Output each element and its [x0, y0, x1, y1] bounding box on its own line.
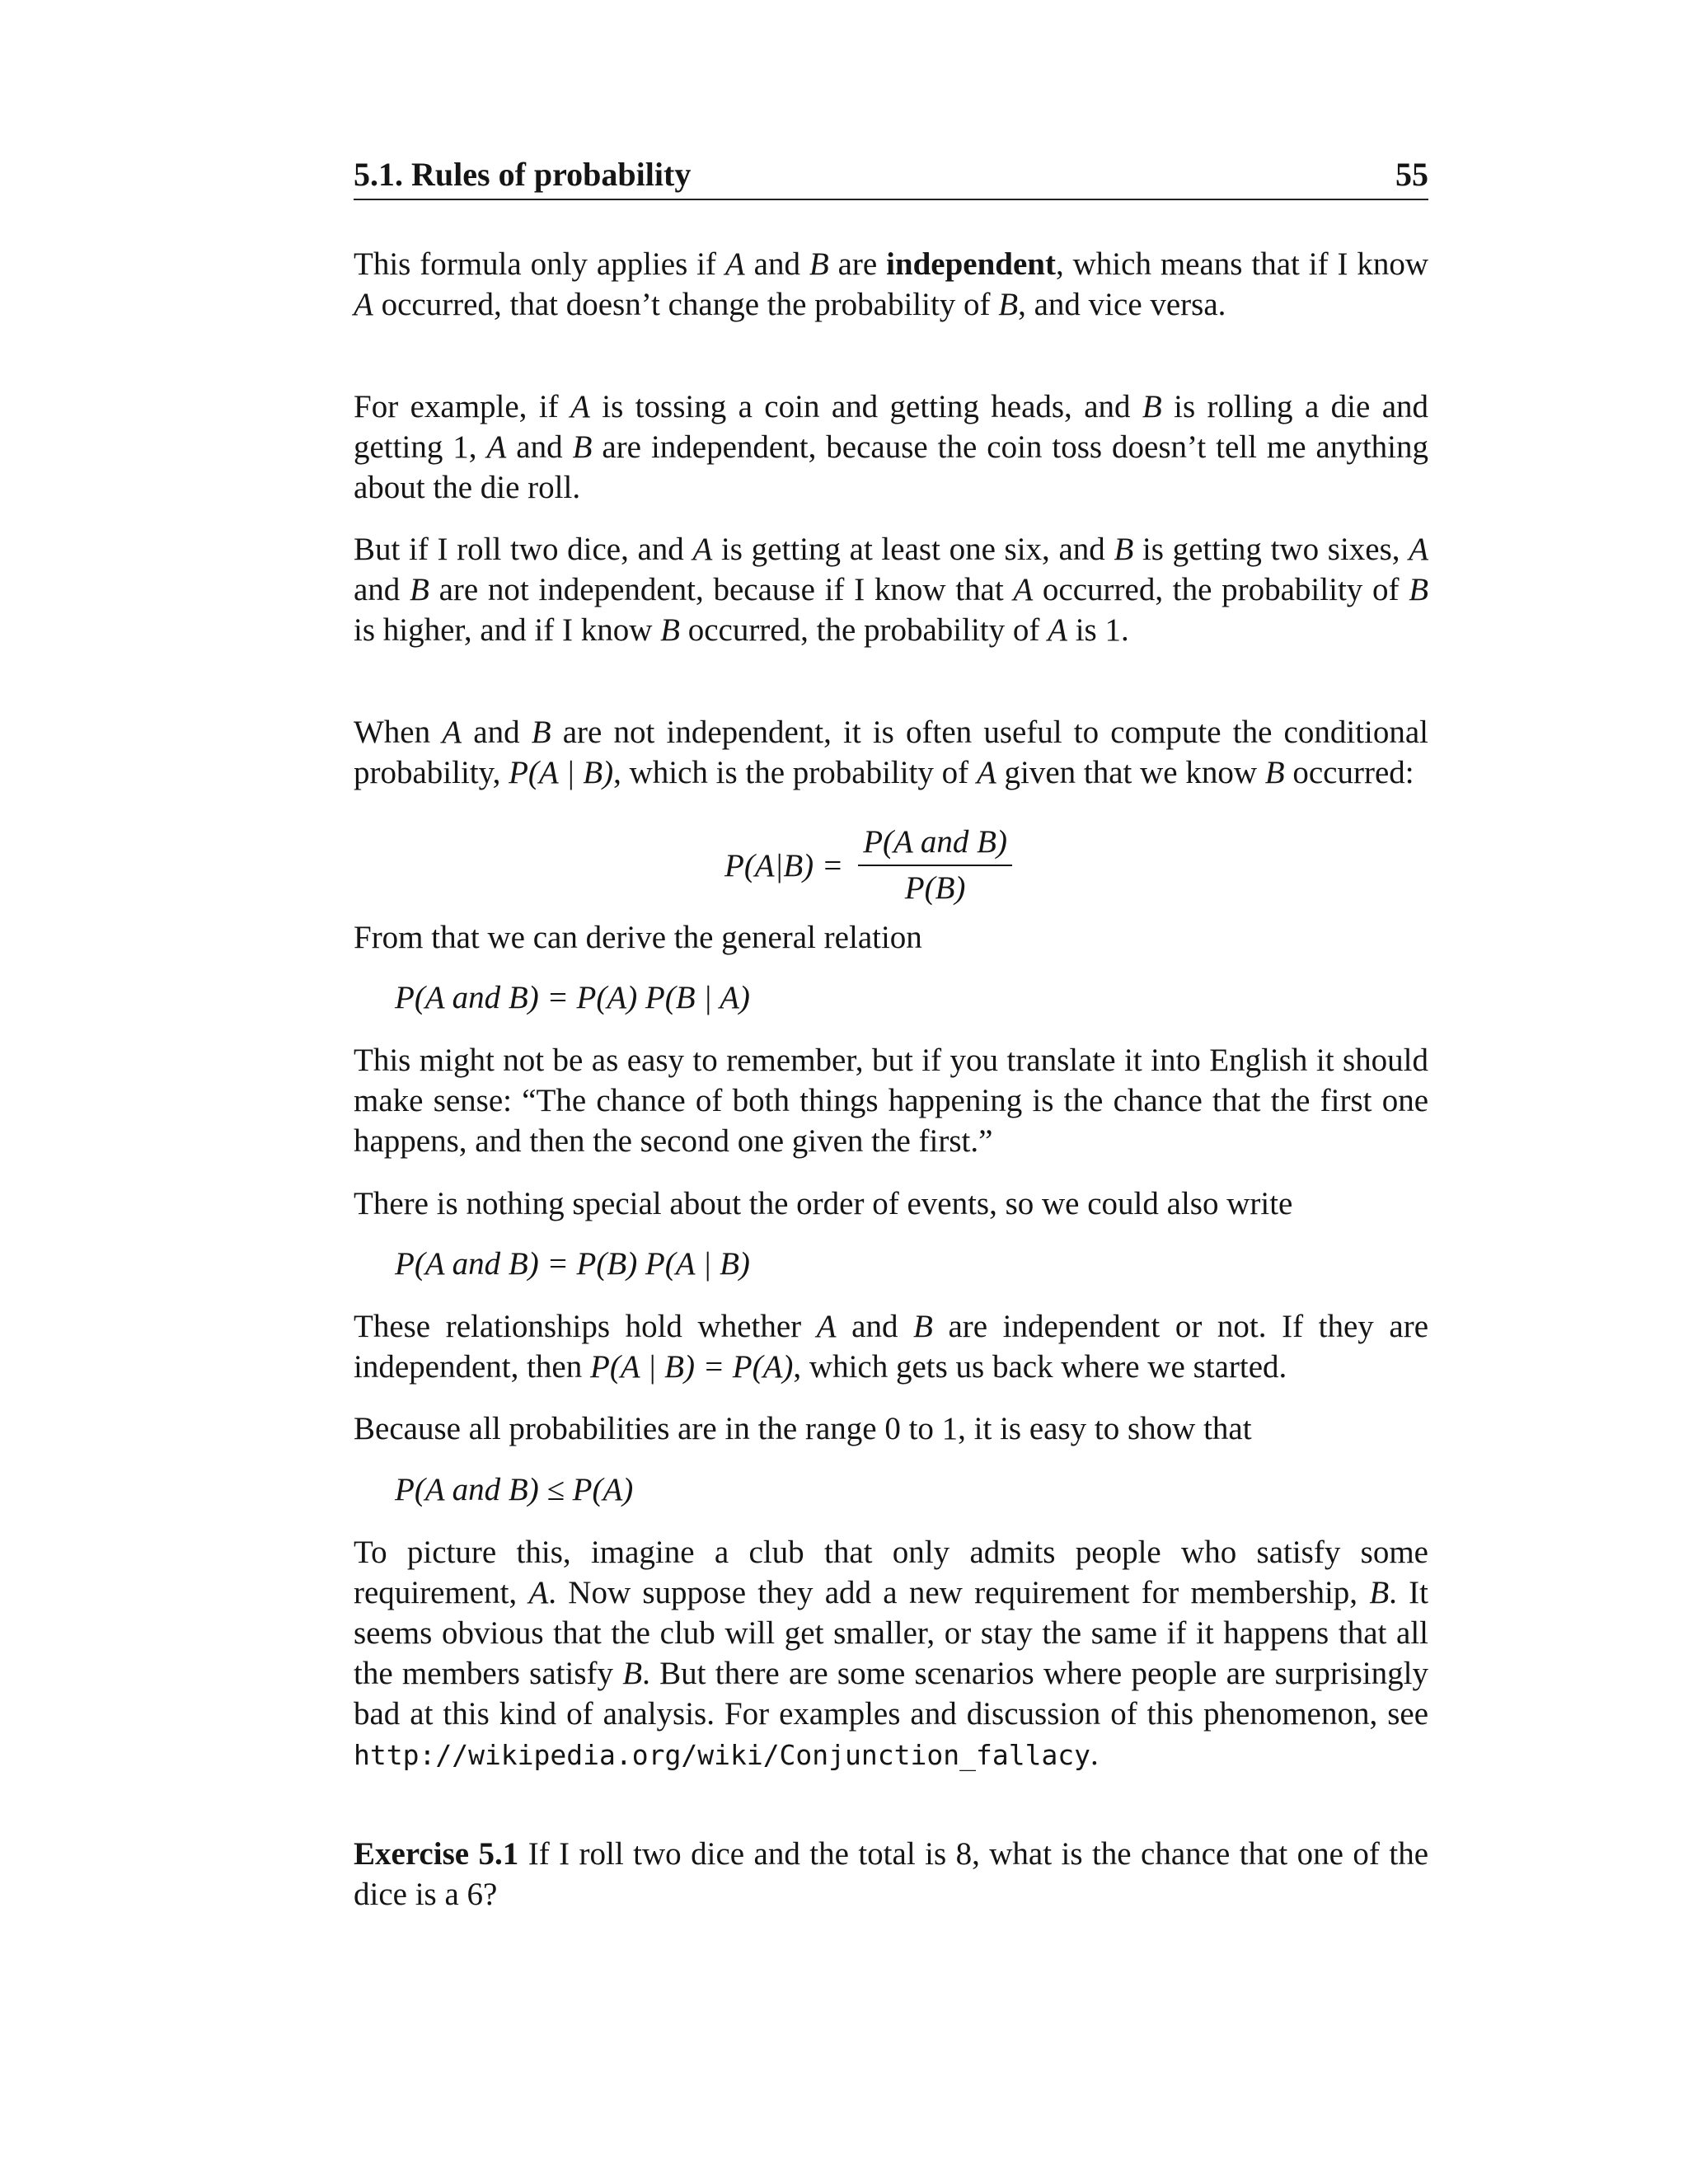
paragraph-club: To picture this, imagine a club that only admits people who satisfy some requirement, A. Now suppose they add a new requirement for membership, B. It seems obvious that the club will get smaller, or stay the same if it happens that all the members satisfy B. But there are some scenarios where people are surprisingly bad at this kind of analysis. For examples and discussion of this phenomenon, see http://wikipedia.org/wiki/Conjunction_fallacy. — [354, 1535, 1428, 1772]
fraction — [858, 823, 1012, 907]
conditional-probability-equation — [724, 820, 1012, 911]
paragraph-range: Because all probabilities are in the range 0 to 1, it is easy to show that — [354, 1411, 1252, 1446]
paragraph-relationships: These relationships hold whether A and B are independent or not. If they are independent, then P(A | B) = P(A), which gets us back where we started. — [354, 1309, 1428, 1385]
equation-inequality: P(A and B) ≤ P(A) — [395, 1472, 634, 1507]
paragraph-coin-example: For example, if A is tossing a coin and getting heads, and B is rolling a die and getting 1, A and B are independent, because the coin toss doesn’t tell me anything about the die roll. — [354, 389, 1429, 505]
running-header — [354, 155, 1428, 194]
paragraph-conditional: When A and B are not independent, it is often useful to compute the conditional probability, P(A | B), which is the probability of A given that we know B occurred: — [354, 715, 1429, 790]
paragraph-order: There is nothing special about the order of events, so we could also write — [354, 1186, 1293, 1221]
paragraph-english: This might not be as easy to remember, but if you translate it into English it should make sense: “The chance of both things happening is the chance that the first one happens, and then the second one given the first.” — [354, 1043, 1428, 1159]
fraction-denominator: P(B) — [904, 870, 966, 906]
equation-general-relation: P(A and B) = P(A) P(B | A) — [395, 980, 750, 1015]
equation-lhs: P(A|B) = — [724, 847, 844, 883]
fraction-numerator: P(A and B) — [858, 823, 1012, 866]
header-rule — [354, 199, 1428, 200]
section-title: 5.1. Rules of probability — [354, 156, 692, 193]
exercise-label: Exercise 5.1 — [354, 1836, 519, 1872]
exercise-5-1: Exercise 5.1 If I roll two dice and the total is 8, what is the chance that one of the dice is a 6? — [354, 1836, 1429, 1912]
page-number: 55 — [1395, 156, 1428, 193]
wikipedia-link[interactable]: http://wikipedia.org/wiki/Conjunction_fallacy — [354, 1739, 1091, 1771]
term-independent: independent — [886, 246, 1056, 282]
equation-reversed-relation: P(A and B) = P(B) P(A | B) — [395, 1246, 750, 1282]
paragraph-dice-example: But if I roll two dice, and A is getting at least one six, and B is getting two sixes, A and B are not independent, because if I know that A occurred, the probability of B is higher, and if I know B occurred, the probability of A is 1. — [354, 532, 1429, 648]
paragraph-derive: From that we can derive the general relation — [354, 920, 922, 955]
paragraph-independence: This formula only applies if A and B are independent, which means that if I know A occurred, that doesn’t change the probability of B, and vice versa. — [354, 246, 1429, 322]
